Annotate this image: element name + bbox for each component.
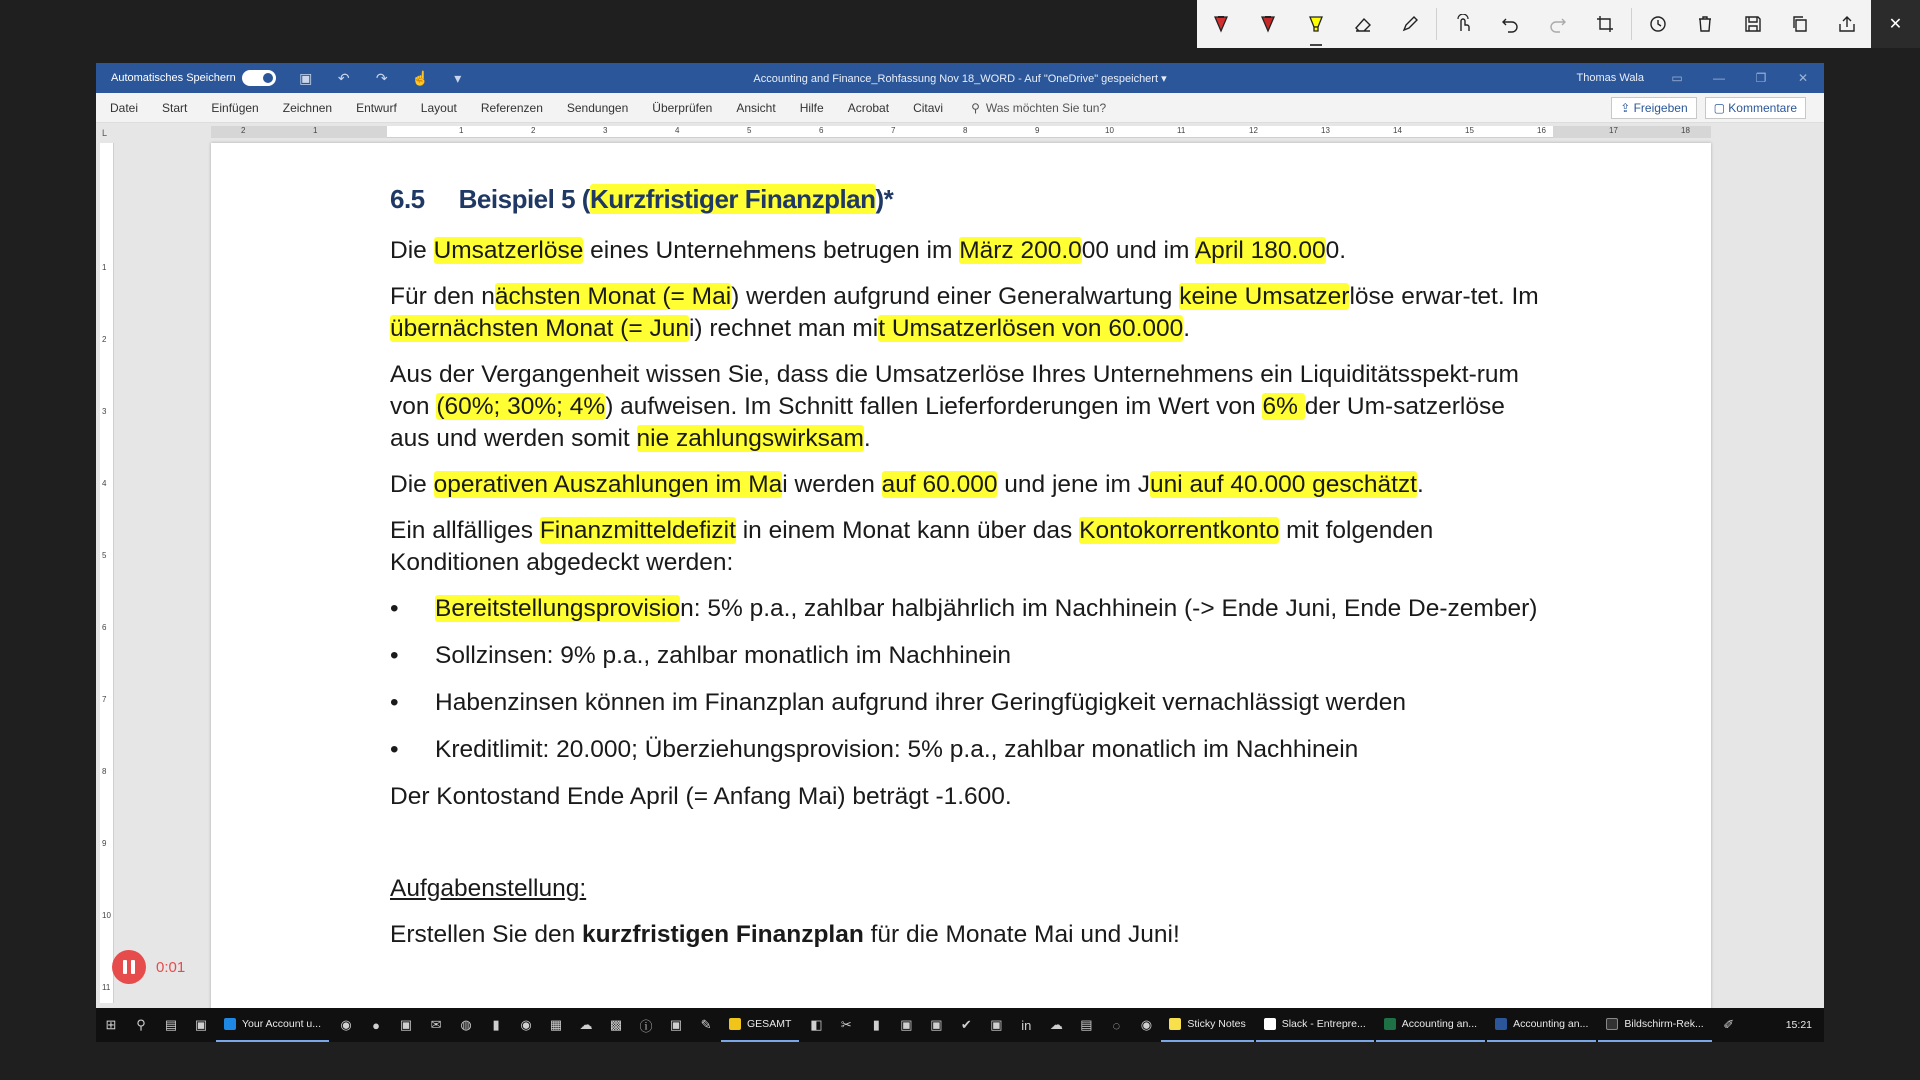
todo-icon[interactable]: ✔: [960, 1017, 972, 1032]
taskbar-app[interactable]: Accounting an...: [1376, 1008, 1485, 1042]
tab-hilfe[interactable]: Hilfe: [799, 100, 824, 115]
taskbar-app[interactable]: Sticky Notes: [1161, 1008, 1253, 1042]
file-icon[interactable]: ▤: [1080, 1017, 1093, 1032]
paragraph-5: Ein allfälliges Finanzmitteldefizit in einem Monat kann über das Kontokorrentkonto mit folgenden Konditionen abgedeckt werden:: [390, 517, 1434, 576]
clock[interactable]: 15:21: [1785, 1019, 1812, 1031]
ruler-number: 1: [102, 263, 107, 272]
pen-red-icon[interactable]: [1197, 0, 1244, 48]
ribbon-display-icon[interactable]: ▭: [1671, 71, 1683, 85]
window-controls: [1656, 63, 1824, 93]
browser-icon[interactable]: ◉: [520, 1017, 532, 1032]
tab-start[interactable]: Start: [162, 100, 188, 115]
crop-icon[interactable]: [1581, 0, 1628, 48]
word-icon: [1495, 1018, 1507, 1030]
autosave-label: Automatisches Speichern: [111, 72, 236, 84]
taskbar-app[interactable]: Slack - Entrepre...: [1256, 1008, 1374, 1042]
touch-mode-icon[interactable]: ☝: [411, 70, 430, 86]
cloud-icon[interactable]: ☁: [1049, 1017, 1063, 1032]
snip-icon[interactable]: ✂: [840, 1017, 852, 1032]
ruler-number: 2: [531, 126, 536, 135]
conditions-list: [390, 593, 1550, 766]
media-icon[interactable]: ◉: [1140, 1017, 1153, 1032]
pencil-icon[interactable]: [1387, 0, 1434, 48]
ruler-number: 12: [1249, 126, 1258, 135]
list-item: • Habenzinsen können im Finanzplan aufgrund ihrer Geringfügigkeit vernachlässigt werden: [390, 687, 1550, 719]
start-icon[interactable]: ⊞: [105, 1017, 117, 1032]
sync-icon[interactable]: ◌: [1112, 1017, 1121, 1033]
maps-icon[interactable]: ●: [372, 1017, 380, 1033]
ruler-number: 11: [1177, 126, 1186, 135]
paragraph-6: Der Kontostand Ende April (= Anfang Mai) beträgt -1.600.: [390, 783, 1012, 810]
ruler-number: 5: [747, 126, 752, 135]
ruler-number: 7: [102, 695, 107, 704]
taskbar-app[interactable]: Your Account u...: [216, 1008, 329, 1042]
ruler-number: 13: [1321, 126, 1330, 135]
pocket-icon[interactable]: ◉: [340, 1017, 352, 1032]
slack-icon: [1264, 1018, 1276, 1030]
ruler-margin-left: [211, 126, 387, 138]
copy-icon[interactable]: [1776, 0, 1823, 48]
pen-red-2-icon[interactable]: [1244, 0, 1291, 48]
excel-icon: [1384, 1018, 1396, 1030]
horizontal-ruler[interactable]: [211, 126, 1711, 138]
mail-icon[interactable]: ✉: [430, 1017, 442, 1032]
paragraph-2: Für den nächsten Monat (= Mai) werden aufgrund einer Generalwartung keine Umsatzerlöse erwar-tet. Im übernächsten Monat (= Juni) rechnet man mit Umsatzerlösen von 60.000.: [390, 283, 1539, 342]
paragraph-1: Die Umsatzerlöse eines Unternehmens betrugen im März 200.000 und im April 180.000.: [390, 237, 1347, 264]
tab-acrobat[interactable]: Acrobat: [847, 100, 890, 115]
ruler-number: 1: [459, 126, 464, 135]
ruler-number: 4: [675, 126, 680, 135]
minimize-icon[interactable]: —: [1713, 71, 1725, 85]
save-icon[interactable]: ▣: [299, 70, 313, 86]
tab-layout[interactable]: Layout: [420, 100, 457, 115]
ruler-number: 4: [102, 479, 107, 488]
tab-citavi[interactable]: Citavi: [913, 100, 944, 115]
ruler-number: 7: [891, 126, 896, 135]
toolbar-separator: [1436, 8, 1437, 40]
comment-icon: ▢: [1713, 101, 1729, 115]
ruler-number: 10: [1105, 126, 1114, 135]
ruler-number: 3: [102, 407, 107, 416]
sticky-notes-icon: [1169, 1018, 1181, 1030]
comments-button[interactable]: ▢ Kommentare: [1705, 97, 1806, 119]
task-view-icon[interactable]: ▤: [164, 1017, 178, 1032]
eraser-icon[interactable]: [1339, 0, 1386, 48]
recording-indicator[interactable]: [112, 950, 185, 984]
onedrive-icon[interactable]: ☁: [579, 1017, 593, 1032]
tab-ansicht[interactable]: Ansicht: [736, 100, 776, 115]
search-icon: ⚲: [971, 100, 980, 115]
header-actions: [1611, 97, 1806, 119]
tab-entwurf[interactable]: Entwurf: [356, 100, 397, 115]
pause-icon[interactable]: [112, 950, 146, 984]
ruler-number: 6: [102, 623, 107, 632]
tab-referenzen[interactable]: Referenzen: [480, 100, 543, 115]
linkedin-icon[interactable]: in: [1021, 1017, 1032, 1033]
tab-ueberpruefen[interactable]: Überprüfen: [652, 100, 713, 115]
notes-icon[interactable]: ▮: [492, 1017, 500, 1032]
document-page[interactable]: [211, 143, 1711, 1008]
pen-icon[interactable]: ✐: [1723, 1017, 1735, 1032]
outlook-icon[interactable]: ▣: [399, 1017, 413, 1032]
search-icon[interactable]: ⚲: [136, 1017, 146, 1032]
redo-icon[interactable]: [1534, 0, 1581, 48]
ruler-number: 8: [102, 767, 107, 776]
save-icon[interactable]: [1729, 0, 1776, 48]
list-item: • Kreditlimit: 20.000; Überziehungsprovision: 5% p.a., zahlbar monatlich im Nachhinein: [390, 734, 1550, 766]
task-paragraph: Erstellen Sie den kurzfristigen Finanzplan für die Monate Mai und Juni!: [390, 921, 1180, 948]
taskbar-app[interactable]: Accounting an...: [1487, 1008, 1596, 1042]
task-heading: Aufgabenstellung:: [390, 875, 587, 902]
recording-time: 0:01: [156, 958, 186, 976]
delete-icon[interactable]: [1681, 0, 1728, 48]
redo-icon[interactable]: ↷: [375, 70, 388, 86]
ruler-number: 8: [963, 126, 968, 135]
tab-zeichnen[interactable]: Zeichnen: [282, 100, 333, 115]
ruler-number: 15: [1465, 126, 1474, 135]
ribbon-tabs: [96, 93, 1824, 123]
section-heading: 6.5 Beispiel 5 (Kurzfristiger Finanzplan)*: [390, 184, 894, 214]
paragraph-3: Aus der Vergangenheit wissen Sie, dass die Umsatzerlöse Ihres Unternehmens ein Liquiditätsspekt-rum von (60%; 30%; 4%) aufweisen. Im Schnitt fallen Lieferforderungen im Wert von 6% der Um-satzerlöse aus und werden somit nie zahlungswirksam.: [390, 361, 1519, 452]
share-icon: ⇪: [1620, 101, 1634, 115]
taskbar: [96, 1008, 1824, 1042]
ruler-number: 14: [1393, 126, 1402, 135]
restore-icon[interactable]: ❐: [1755, 71, 1767, 85]
list-item: • Sollzinsen: 9% p.a., zahlbar monatlich im Nachhinein: [390, 640, 1550, 672]
list-item: • Bereitstellungsprovision: 5% p.a., zahlbar halbjährlich im Nachhinein (-> Ende Juni, Ende De-zember): [390, 593, 1550, 625]
store-icon[interactable]: ▣: [194, 1017, 208, 1032]
highlighter-icon[interactable]: [1292, 0, 1339, 48]
info-icon[interactable]: ⓘ: [639, 1018, 653, 1034]
customize-icon[interactable]: ▾: [454, 70, 462, 86]
tab-einfuegen[interactable]: Einfügen: [211, 100, 259, 115]
close-icon[interactable]: ✕: [1871, 0, 1920, 48]
share-icon[interactable]: [1824, 0, 1871, 48]
undo-icon[interactable]: [1487, 0, 1534, 48]
undo-icon[interactable]: ↶: [337, 70, 350, 86]
paint-icon[interactable]: ✎: [700, 1017, 712, 1032]
office-icon[interactable]: ▣: [990, 1017, 1003, 1032]
heading-number: 6.5: [390, 184, 425, 214]
touch-writing-icon[interactable]: [1439, 0, 1486, 48]
ruler-number: 5: [102, 551, 107, 560]
calculator-icon[interactable]: ▦: [549, 1017, 563, 1032]
vscode-icon[interactable]: ◧: [810, 1017, 823, 1032]
ruler-number: 3: [603, 126, 608, 135]
document-body[interactable]: [390, 183, 1550, 965]
network-icon[interactable]: ▣: [669, 1017, 683, 1032]
user-name[interactable]: Thomas Wala: [1576, 72, 1644, 84]
ruler-number: 2: [102, 335, 107, 344]
tab-sendungen[interactable]: Sendungen: [566, 100, 629, 115]
tell-me-search[interactable]: [971, 101, 1106, 115]
ruler-number: 9: [1035, 126, 1040, 135]
folder-icon: [729, 1018, 741, 1030]
document-title: Accounting and Finance_Rohfassung Nov 18_WORD - Auf "OneDrive" gespeichert ▾: [753, 73, 1167, 85]
edge-icon: [224, 1018, 236, 1030]
ruler-number: 10: [102, 911, 111, 920]
monitor-icon[interactable]: ▣: [900, 1017, 913, 1032]
tab-datei[interactable]: Datei: [110, 100, 139, 115]
ruler-number: 17: [1609, 126, 1618, 135]
lock-icon[interactable]: ▮: [872, 1017, 880, 1032]
ruler-number: 9: [102, 839, 107, 848]
ruler-number: 2: [241, 126, 246, 135]
ruler-number: 18: [1681, 126, 1690, 135]
paragraph-4: Die operativen Auszahlungen im Mai werden auf 60.000 und jene im Juni auf 40.000 geschätzt.: [390, 471, 1424, 498]
word-window: [96, 63, 1824, 1008]
chrome-icon[interactable]: ◍: [460, 1017, 472, 1032]
ruler-number: 16: [1537, 126, 1546, 135]
share-button[interactable]: ⇪ Freigeben: [1611, 97, 1696, 119]
tell-me-text: Was möchten Sie tun?: [985, 100, 1107, 115]
teams-icon[interactable]: ▩: [609, 1017, 623, 1032]
ruler-number: 11: [102, 983, 111, 992]
close-window-icon[interactable]: ✕: [1797, 71, 1809, 85]
tab-selector[interactable]: L: [102, 128, 108, 138]
annotation-toolbar: [1197, 0, 1871, 48]
title-bar: [96, 63, 1824, 93]
history-icon[interactable]: [1634, 0, 1681, 48]
toolbar-separator: [1631, 8, 1632, 40]
taskbar-app[interactable]: Bildschirm-Rek...: [1598, 1008, 1711, 1042]
ruler-number: 6: [819, 126, 824, 135]
green-app-icon[interactable]: ▣: [930, 1017, 943, 1032]
vertical-ruler[interactable]: [100, 143, 114, 1003]
screen-recorder-icon: [1606, 1018, 1618, 1030]
taskbar-app[interactable]: GESAMT: [721, 1008, 799, 1042]
ruler-number: 1: [313, 126, 318, 135]
